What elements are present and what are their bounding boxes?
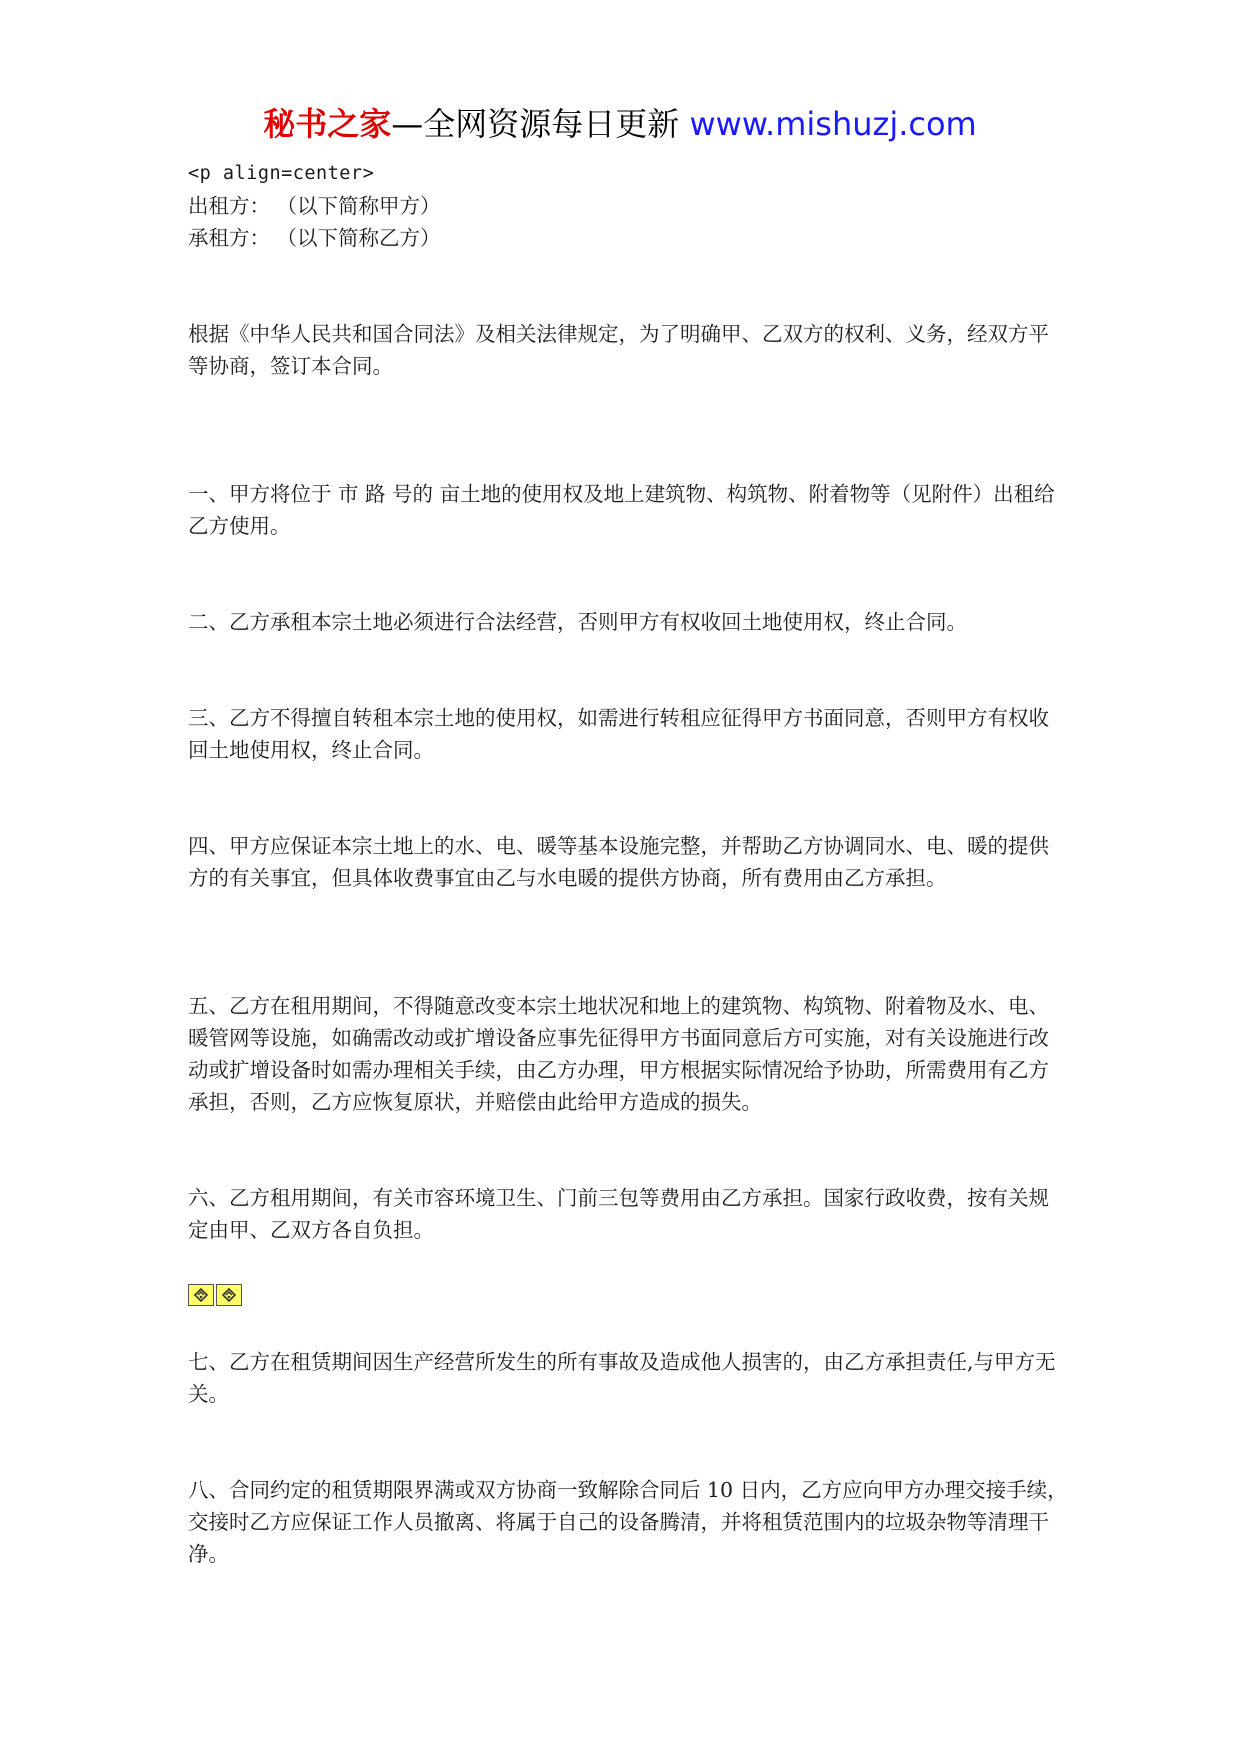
site-url-link[interactable]: www.mishuzj.com [689, 105, 977, 143]
clause-8: 八、合同约定的租赁期限界满或双方协商一致解除合同后 10 日内，乙方应向甲方办理交接手续，交接时乙方应保证工作人员撤离、将属于自己的设备腾清，并将租赁范围内的垃圾杂物等清理干净。 [188, 1478, 1068, 1566]
header-dash: — [391, 105, 424, 143]
lessor-line: 出租方： （以下简称甲方） [188, 194, 441, 218]
clause-3: 三、乙方不得擅自转租本宗土地的使用权，如需进行转租应征得甲方书面同意，否则甲方有权收回土地使用权，终止合同。 [188, 706, 1049, 762]
broken-image-icon [188, 1284, 214, 1306]
broken-image-icon [216, 1284, 242, 1306]
clause-2: 二、乙方承租本宗土地必须进行合法经营，否则甲方有权收回土地使用权，终止合同。 [188, 610, 967, 634]
intro-paragraph: 根据《中华人民共和国合同法》及相关法律规定，为了明确甲、乙双方的权利、义务，经双方平等协商，签订本合同。 [188, 322, 1049, 378]
site-header [0, 98, 1240, 150]
site-tagline: 全网资源每日更新 [423, 105, 680, 143]
clause-1: 一、甲方将位于 市 路 号的 亩土地的使用权及地上建筑物、构筑物、附着物等（见附件）出租给乙方使用。 [188, 482, 1055, 538]
stray-code-line: <p align=center> [188, 163, 375, 184]
clause-4: 四、甲方应保证本宗土地上的水、电、暖等基本设施完整，并帮助乙方协调同水、电、暖的提供方的有关事宜，但具体收费事宜由乙与水电暖的提供方协商，所有费用由乙方承担。 [188, 834, 1049, 890]
document-body [188, 158, 1068, 1570]
clause-6: 六、乙方租用期间，有关市容环境卫生、门前三包等费用由乙方承担。国家行政收费，按有关规定由甲、乙双方各自负担。 [188, 1186, 1049, 1242]
broken-image-icons [188, 1284, 1068, 1308]
lessee-line: 承租方： （以下简称乙方） [188, 226, 441, 250]
clause-7: 七、乙方在租赁期间因生产经营所发生的所有事故及造成他人损害的，由乙方承担责任,与甲方无关。 [188, 1350, 1056, 1406]
clause-5: 五、乙方在租用期间，不得随意改变本宗土地状况和地上的建筑物、构筑物、附着物及水、电、暖管网等设施，如确需改动或扩增设备应事先征得甲方书面同意后方可实施，对有关设施进行改动或扩增设备时如需办理相关手续，由乙方办理，甲方根据实际情况给予协助，所需费用有乙方承担，否则，乙方应恢复原状，并赔偿由此给甲方造成的损失。 [188, 994, 1049, 1114]
site-brand: 秘书之家 [263, 105, 392, 143]
